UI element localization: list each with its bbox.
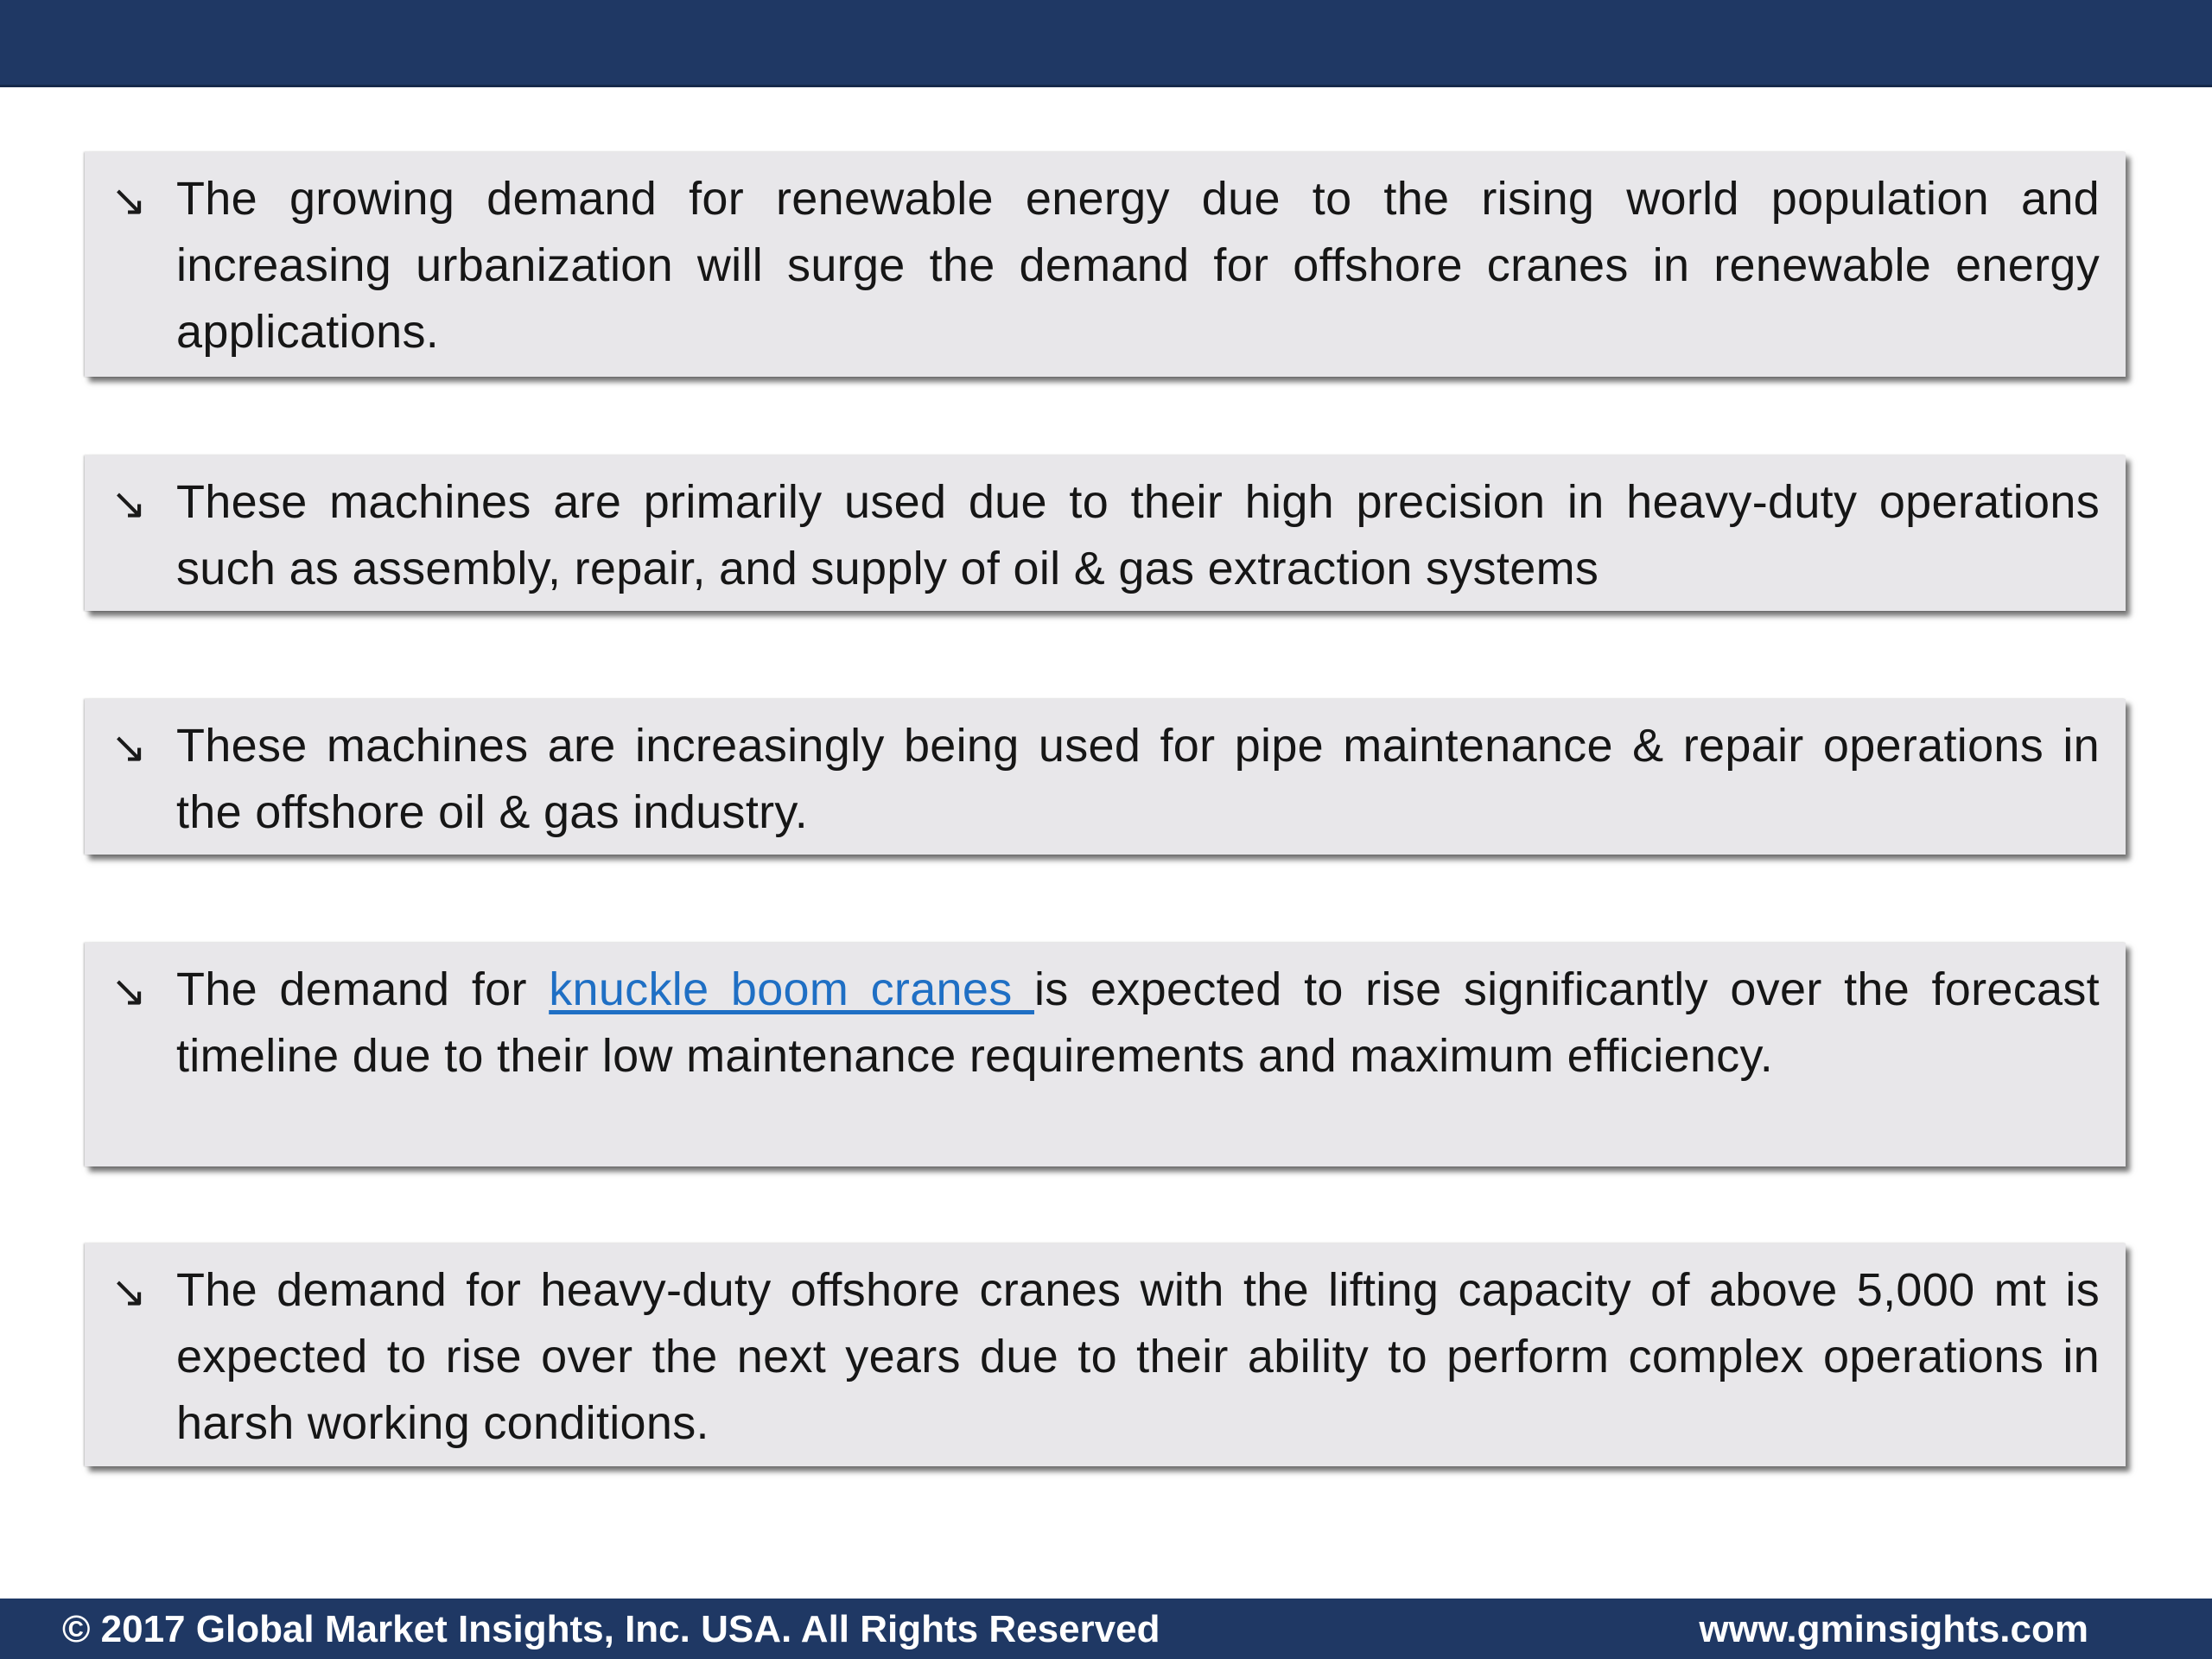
website-link[interactable]: www.gminsights.com: [1699, 1608, 2088, 1650]
arrow-down-right-icon: ↘: [111, 176, 147, 225]
bullet-box-knuckle-boom: [85, 943, 2126, 1166]
copyright-text: © 2017 Global Market Insights, Inc. USA. All Rights Reserved: [62, 1608, 1160, 1650]
bullet-box-renewable-energy: [85, 152, 2126, 377]
knuckle-boom-cranes-link[interactable]: knuckle boom cranes: [549, 963, 1034, 1015]
bullet-box-pipe-maintenance: [85, 699, 2126, 855]
bullet-text: These machines are increasingly being used for pipe maintenance & repair operations in the offshore oil & gas industry.: [176, 720, 2100, 838]
bullet-box-high-precision: [85, 455, 2126, 611]
bullet-text: The growing demand for renewable energy due to the rising world population and increasing urbanization will surge the demand for offshore cranes in renewable energy applications.: [176, 173, 2100, 358]
arrow-down-right-icon: ↘: [111, 1268, 147, 1316]
bullet-text: The demand for heavy-duty offshore cranes with the lifting capacity of above 5,000 mt is expected to rise over the next years due to their ability to perform complex operations in harsh working conditions.: [176, 1264, 2100, 1449]
bullet-box-heavy-duty: [85, 1243, 2126, 1466]
footer-bar: [0, 1599, 2212, 1659]
bullet-text-after: is expected to rise significantly over the forecast timeline due to their low maintenance requirements and maximum efficiency.: [176, 963, 2100, 1082]
bullet-text: These machines are primarily used due to their high precision in heavy-duty operations such as assembly, repair, and supply of oil & gas extraction systems: [176, 476, 2100, 594]
arrow-down-right-icon: ↘: [111, 723, 147, 772]
bullet-text: [176, 957, 2100, 1090]
header-bar: [0, 0, 2212, 87]
bullet-text-before: The demand for: [176, 963, 550, 1015]
arrow-down-right-icon: ↘: [111, 967, 147, 1015]
arrow-down-right-icon: ↘: [111, 480, 147, 528]
